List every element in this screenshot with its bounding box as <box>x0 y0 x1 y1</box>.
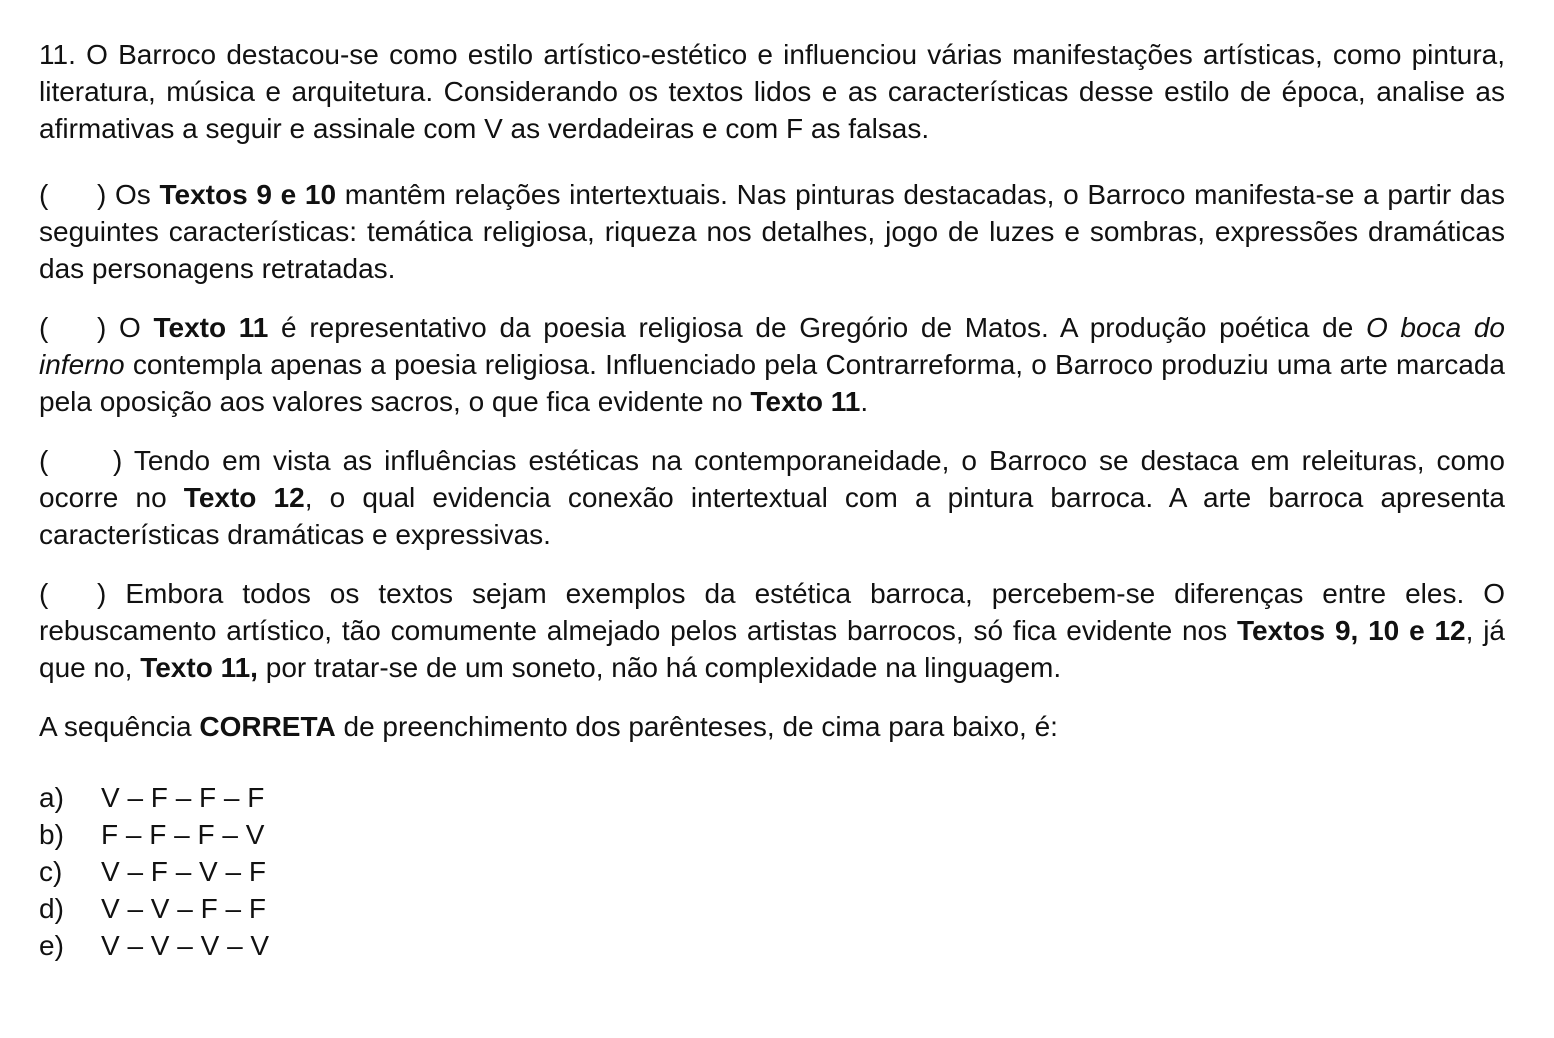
option-c[interactable]: c) V – F – V – F <box>39 856 266 887</box>
question-intro-text: O Barroco destacou-se como estilo artístico-estético e influenciou várias manifestações artísticas, como pintura, literatura, música e arquitetura. Considerando os textos lidos e as características desse estilo de época, analise as afirmativas a seguir e assinale com V as verdadeiras e com F as falsas. <box>39 39 1506 144</box>
answer-options <box>39 779 1505 964</box>
question-intro <box>39 36 1505 147</box>
option-d[interactable]: d) V – V – F – F <box>39 893 266 924</box>
option-b[interactable]: b) F – F – F – V <box>39 819 265 850</box>
answer-prompt: A sequência CORRETA de preenchimento dos parênteses, de cima para baixo, é: <box>39 711 1058 742</box>
statement-3: ( ) Tendo em vista as influências estéticas na contemporaneidade, o Barroco se destaca em releituras, como ocorre no Texto 12, o qual evidencia conexão intertextual com a pintura barroca. A arte barroca apresenta características dramáticas e expressivas. <box>39 442 1505 553</box>
answer-blank-4[interactable]: ( <box>39 578 49 609</box>
question-number: 11. <box>39 39 76 70</box>
answer-blank-3[interactable]: ( <box>39 445 49 476</box>
option-a[interactable]: a) V – F – F – F <box>39 782 265 813</box>
statement-1: ( ) Os Textos 9 e 10 mantêm relações intertextuais. Nas pinturas destacadas, o Barroco manifesta-se a partir das seguintes características: temática religiosa, riqueza nos detalhes, jogo de luzes e sombras, expressões dramáticas das personagens retratadas. <box>39 176 1505 287</box>
statement-2: ( ) O Texto 11 é representativo da poesia religiosa de Gregório de Matos. A produção poética de O boca do inferno contempla apenas a poesia religiosa. Influenciado pela Contrarreforma, o Barroco produziu uma arte marcada pela oposição aos valores sacros, o que fica evidente no Texto 11. <box>39 309 1505 420</box>
statement-4: ( ) Embora todos os textos sejam exemplos da estética barroca, percebem-se diferenças entre eles. O rebuscamento artístico, tão comumente almejado pelos artistas barrocos, só fica evidente nos Textos 9, 10 e 12, já que no, Texto 11, por tratar-se de um soneto, não há complexidade na linguagem. <box>39 575 1505 686</box>
question-page <box>39 36 1505 964</box>
answer-blank-1[interactable]: ( <box>39 179 49 210</box>
option-e[interactable]: e) V – V – V – V <box>39 930 270 961</box>
answer-blank-2[interactable]: ( <box>39 312 49 343</box>
